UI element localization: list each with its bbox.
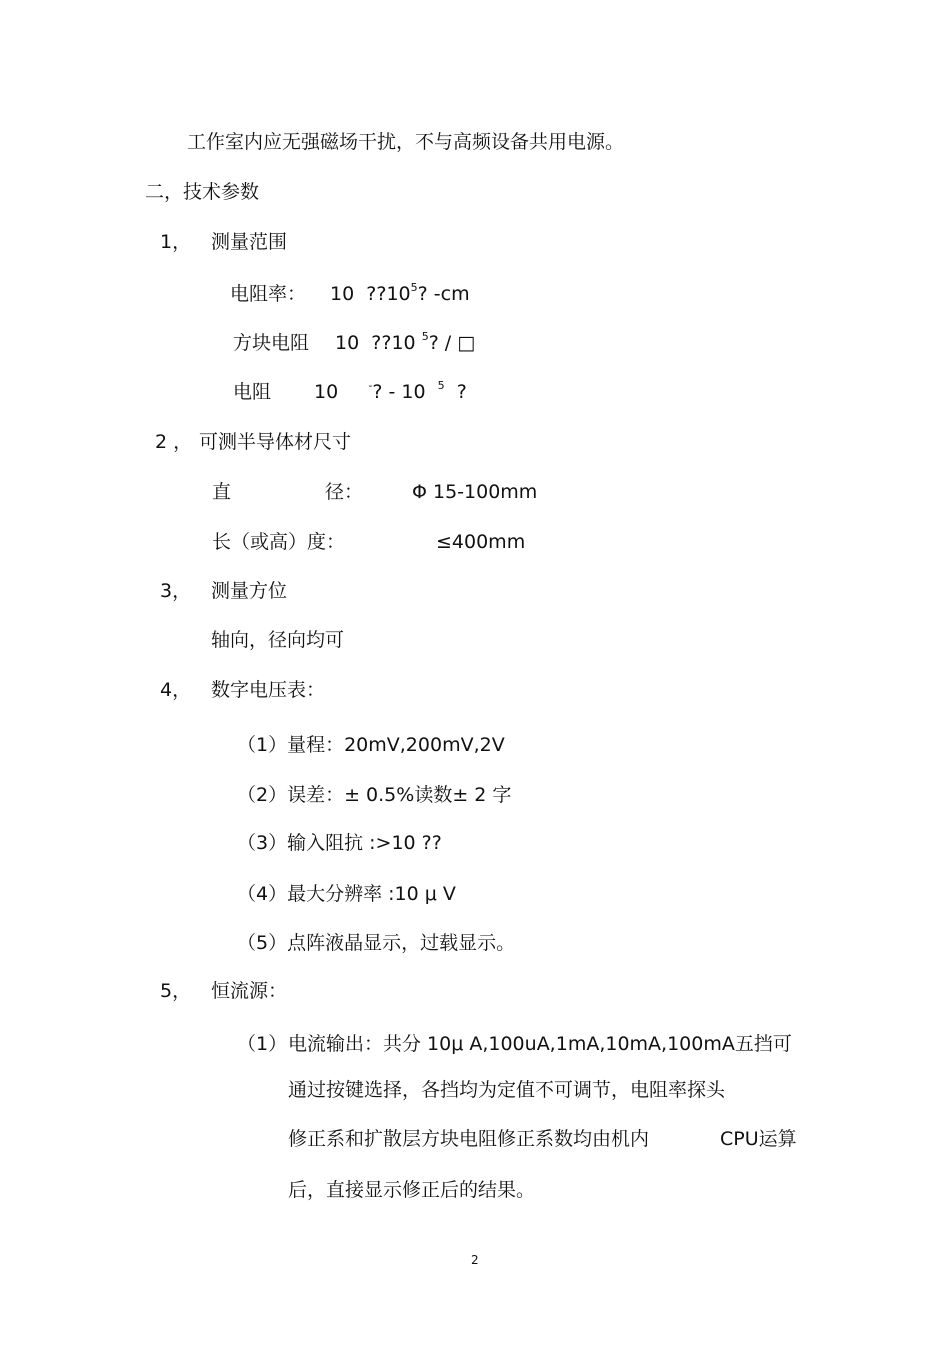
resistance-unit: ? [456, 381, 467, 403]
resistance-label: 电阻 [233, 381, 272, 403]
current-line-2: 通过按键选择，各挡均为定值不可调节，电阻率探头 [288, 1079, 726, 1101]
item-4-title: 数字电压表： [211, 679, 326, 701]
diameter-value: Φ 15-100mm [412, 481, 538, 503]
voltmeter-display: （5）点阵液晶显示，过载显示。 [237, 932, 516, 954]
sheet-exp: 5 [421, 330, 429, 343]
item-2-title: 可测半导体材尺寸 [199, 431, 352, 453]
resistivity-exp: 5 [410, 281, 418, 294]
resistance-exp-1: - [368, 379, 373, 392]
voltmeter-impedance: （3）输入阻抗 :>10 ?? [237, 832, 442, 854]
resistivity-unit: ? -cm [417, 283, 470, 305]
item-3-title: 测量方位 [211, 580, 288, 602]
resistance-base: 10 [314, 381, 339, 403]
item-3-text: 轴向，径向均可 [211, 629, 345, 651]
resistance-mid: ? - 10 [372, 381, 426, 403]
item-1-title: 测量范围 [211, 231, 288, 253]
current-line-3-cpu: CPU运算 [720, 1128, 797, 1150]
sheet-unit: ? / □ [428, 332, 476, 354]
current-line-1: 电流输出：共分 10μ A,100uA,1mA,10mA,100mA五挡可 [288, 1033, 792, 1055]
page-number: 2 [471, 1253, 479, 1267]
item-1-number: 1， [160, 231, 192, 253]
current-sub-1-prefix: （1） [237, 1033, 288, 1055]
resistance-range [314, 379, 467, 403]
resistivity-mid: ??10 [366, 283, 411, 305]
resistivity-range [330, 281, 470, 305]
item-3-number: 3， [160, 580, 192, 602]
item-2-number: 2 ， [155, 431, 193, 453]
sheet-mid: ??10 [371, 332, 416, 354]
sheet-resistance-label: 方块电阻 [233, 332, 310, 354]
current-line-3: 修正系和扩散层方块电阻修正系数均由机内 [288, 1128, 650, 1150]
diameter-label-b: 径： [325, 481, 364, 503]
resistivity-label: 电阻率： [230, 283, 307, 305]
diameter-label-a: 直 [212, 481, 232, 503]
resistivity-base: 10 [330, 283, 355, 305]
item-4-number: 4， [160, 679, 192, 701]
sheet-base: 10 [335, 332, 360, 354]
section-title: 二，技术参数 [145, 181, 260, 203]
voltmeter-error: （2）误差：± 0.5%读数± 2 字 [237, 784, 512, 806]
intro-line: 工作室内应无强磁场干扰，不与高频设备共用电源。 [187, 131, 625, 153]
length-value: ≤400mm [436, 531, 526, 553]
voltmeter-resolution: （4）最大分辨率 :10 μ V [237, 883, 456, 905]
sheet-resistance-range [335, 330, 476, 354]
current-line-4: 后，直接显示修正后的结果。 [288, 1179, 536, 1201]
length-label: 长（或高）度： [212, 531, 346, 553]
voltmeter-range: （1）量程：20mV,200mV,2V [237, 734, 505, 756]
resistance-exp-2: 5 [437, 379, 445, 392]
item-5-title: 恒流源： [211, 980, 288, 1002]
item-5-number: 5， [160, 980, 192, 1002]
